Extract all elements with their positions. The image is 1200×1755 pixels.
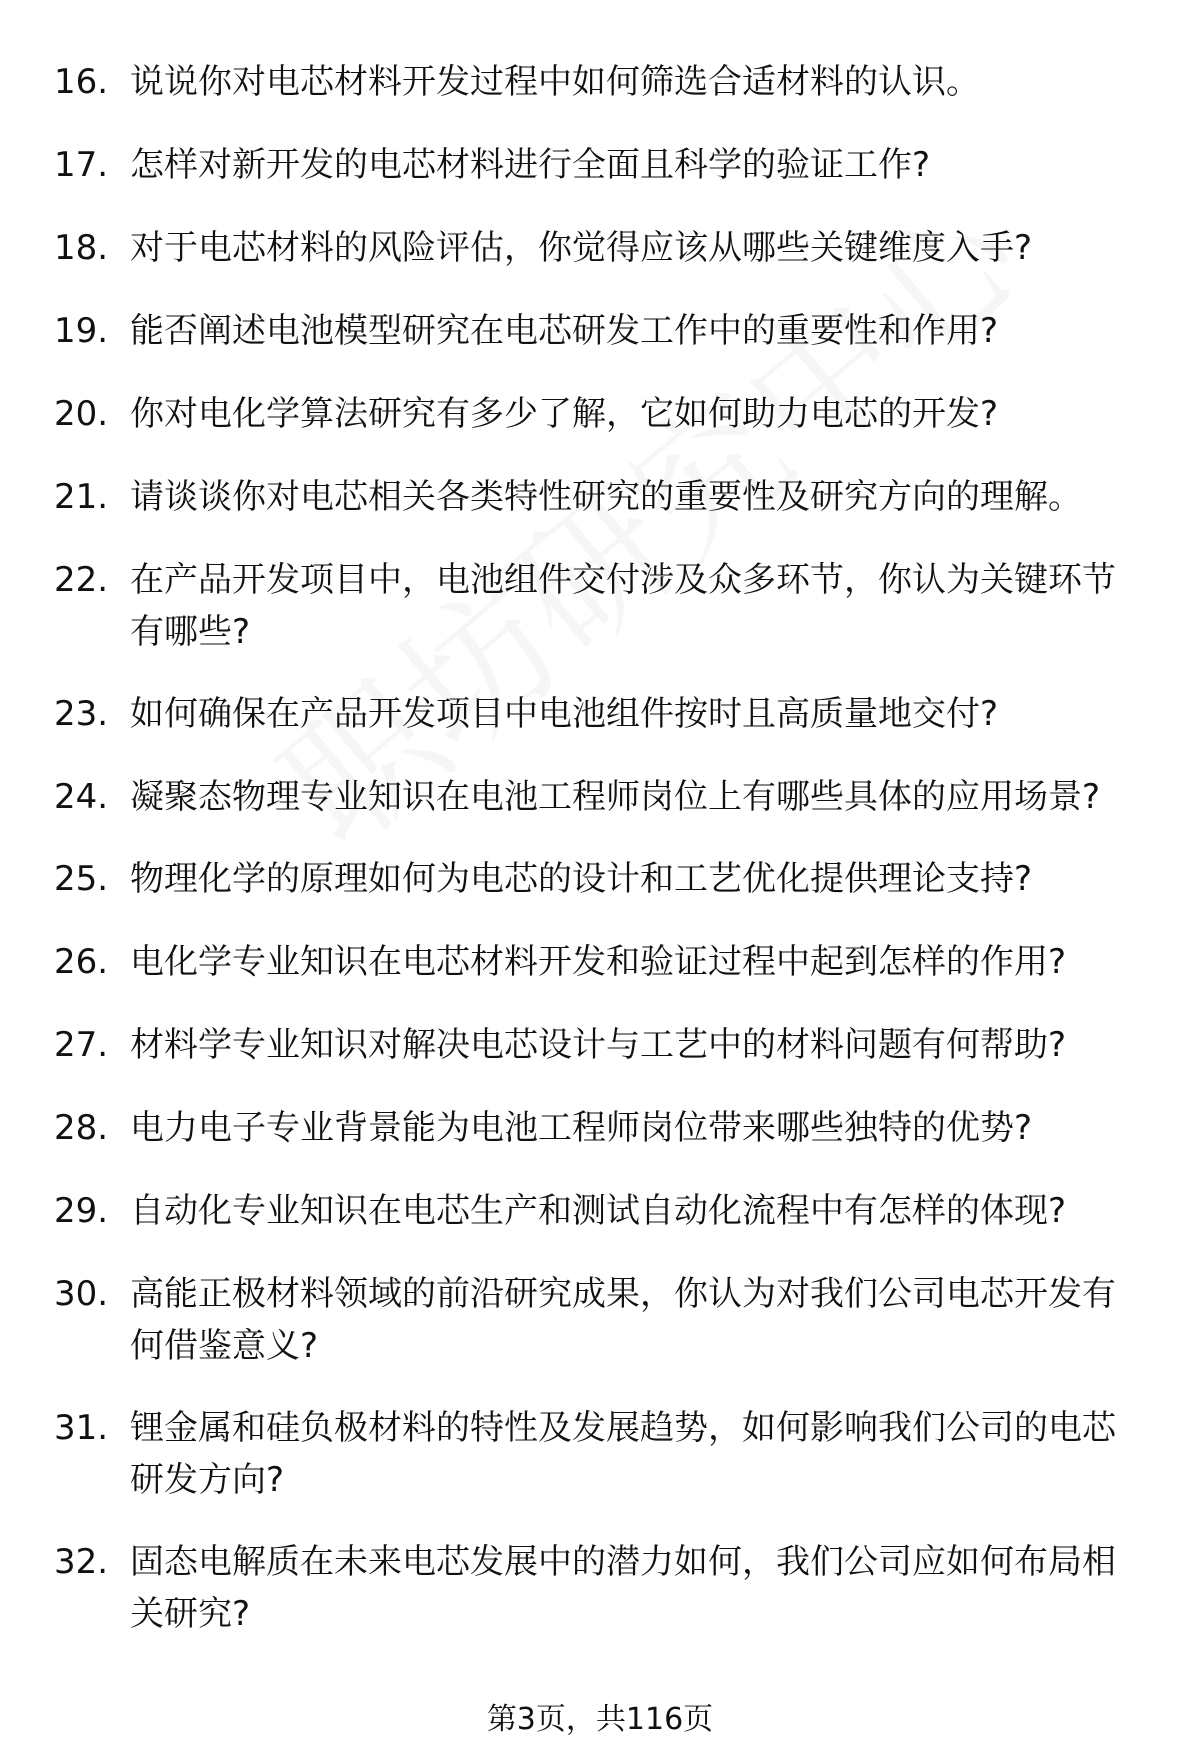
question-item: [0, 471, 1200, 523]
question-number: 30.: [54, 1274, 109, 1314]
question-number: 23.: [54, 694, 109, 734]
question-text: 凝聚态物理专业知识在电池工程师岗位上有哪些具体的应用场景?: [130, 777, 1101, 817]
question-item: [0, 388, 1200, 440]
question-number: 17.: [54, 145, 109, 185]
question-item: [0, 936, 1200, 988]
question-text: 说说你对电芯材料开发过程中如何筛选合适材料的认识。: [130, 62, 980, 102]
question-item: [0, 853, 1200, 905]
question-number: 27.: [54, 1025, 109, 1065]
question-text: 能否阐述电池模型研究在电芯研发工作中的重要性和作用?: [130, 311, 999, 351]
question-number: 26.: [54, 942, 109, 982]
question-number: 20.: [54, 394, 109, 434]
question-text: 材料学专业知识对解决电芯设计与工艺中的材料问题有何帮助?: [130, 1025, 1067, 1065]
question-text: 你对电化学算法研究有多少了解，它如何助力电芯的开发?: [130, 394, 999, 434]
question-number: 22.: [54, 560, 109, 600]
question-text: 锂金属和硅负极材料的特性及发展趋势，如何影响我们公司的电芯研发方向?: [130, 1408, 1116, 1500]
question-text: 怎样对新开发的电芯材料进行全面且科学的验证工作?: [130, 145, 931, 185]
question-number: 31.: [54, 1408, 109, 1448]
question-list: [0, 56, 1200, 1670]
question-text: 电化学专业知识在电芯材料开发和验证过程中起到怎样的作用?: [130, 942, 1067, 982]
question-item: [0, 554, 1200, 658]
question-number: 18.: [54, 228, 109, 268]
question-text: 固态电解质在未来电芯发展中的潜力如何，我们公司应如何布局相关研究?: [130, 1542, 1116, 1634]
question-item: [0, 1402, 1200, 1506]
page-footer: 第3页，共116页: [486, 1702, 714, 1737]
question-number: 24.: [54, 777, 109, 817]
question-item: [0, 1268, 1200, 1372]
question-item: [0, 1019, 1200, 1071]
question-number: 28.: [54, 1108, 109, 1148]
question-text: 如何确保在产品开发项目中电池组件按时且高质量地交付?: [130, 694, 999, 734]
question-text: 高能正极材料领域的前沿研究成果，你认为对我们公司电芯开发有何借鉴意义?: [130, 1274, 1116, 1366]
question-item: [0, 1185, 1200, 1237]
question-text: 在产品开发项目中，电池组件交付涉及众多环节，你认为关键环节有哪些?: [130, 560, 1116, 652]
question-text: 电力电子专业背景能为电池工程师岗位带来哪些独特的优势?: [130, 1108, 1033, 1148]
question-item: [0, 222, 1200, 274]
question-item: [0, 139, 1200, 191]
question-number: 19.: [54, 311, 109, 351]
question-number: 21.: [54, 477, 109, 517]
question-item: [0, 305, 1200, 357]
question-item: [0, 1536, 1200, 1640]
question-item: [0, 688, 1200, 740]
question-text: 请谈谈你对电芯相关各类特性研究的重要性及研究方向的理解。: [130, 477, 1082, 517]
question-number: 29.: [54, 1191, 109, 1231]
question-item: [0, 56, 1200, 108]
question-text: 自动化专业知识在电芯生产和测试自动化流程中有怎样的体现?: [130, 1191, 1067, 1231]
question-number: 16.: [54, 62, 109, 102]
question-item: [0, 1102, 1200, 1154]
question-text: 对于电芯材料的风险评估，你觉得应该从哪些关键维度入手?: [130, 228, 1033, 268]
question-number: 25.: [54, 859, 109, 899]
question-number: 32.: [54, 1542, 109, 1582]
question-text: 物理化学的原理如何为电芯的设计和工艺优化提供理论支持?: [130, 859, 1033, 899]
question-item: [0, 771, 1200, 823]
